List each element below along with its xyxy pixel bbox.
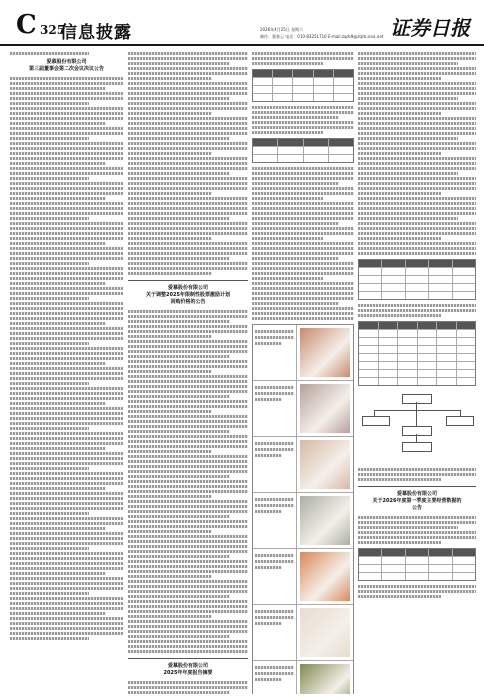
announcement-title-line2: 公告	[411, 505, 422, 511]
announcement-title: 2025年年度报告摘要	[163, 670, 213, 676]
data-table	[358, 321, 476, 386]
announcement-heading	[128, 285, 248, 306]
org-flow-diagram	[358, 392, 476, 462]
column-4	[358, 50, 476, 694]
data-table	[252, 69, 354, 102]
announcement-heading	[128, 663, 248, 677]
page-number: 325	[40, 23, 66, 37]
announcement-title: 关于调整2025年限制性股票激励计划	[146, 292, 230, 298]
column-1	[10, 50, 123, 694]
announcement-heading	[358, 491, 476, 512]
company-name: 爱慕股份有限公司	[396, 491, 437, 497]
editor-contact: 制作：董春云 电话：010-83251716 E-mail:zqrb9@zqrb.sina.net	[260, 34, 384, 39]
data-table	[252, 138, 354, 163]
product-photo	[300, 664, 350, 694]
page-code: C	[16, 10, 37, 40]
section-title: 信息披露	[60, 23, 132, 43]
announcement-title-line2: 回购价格的公告	[170, 299, 206, 305]
newspaper-logo: 证券日报	[390, 16, 470, 40]
product-photo	[300, 496, 350, 545]
product-photo	[300, 328, 350, 377]
product-photo-table	[252, 324, 354, 694]
product-photo	[300, 440, 350, 489]
column-2	[128, 50, 248, 694]
product-photo	[300, 552, 350, 601]
company-name: 爱慕股份有限公司	[46, 59, 87, 65]
data-table	[358, 259, 476, 300]
company-name: 爱慕股份有限公司	[167, 285, 208, 291]
data-table	[358, 548, 476, 581]
issue-date: 2026年4月25日 星期六	[260, 27, 304, 32]
column-3	[252, 50, 354, 694]
company-name: 爱慕股份有限公司	[167, 663, 208, 669]
announcement-title: 关于2026年度第一季度主要经营数据的	[372, 498, 462, 504]
product-photo	[300, 608, 350, 657]
announcement-title: 第三届董事会第二次会议决议公告	[28, 66, 104, 72]
product-photo	[300, 384, 350, 433]
announcement-heading	[10, 59, 123, 73]
masthead	[0, 0, 484, 46]
